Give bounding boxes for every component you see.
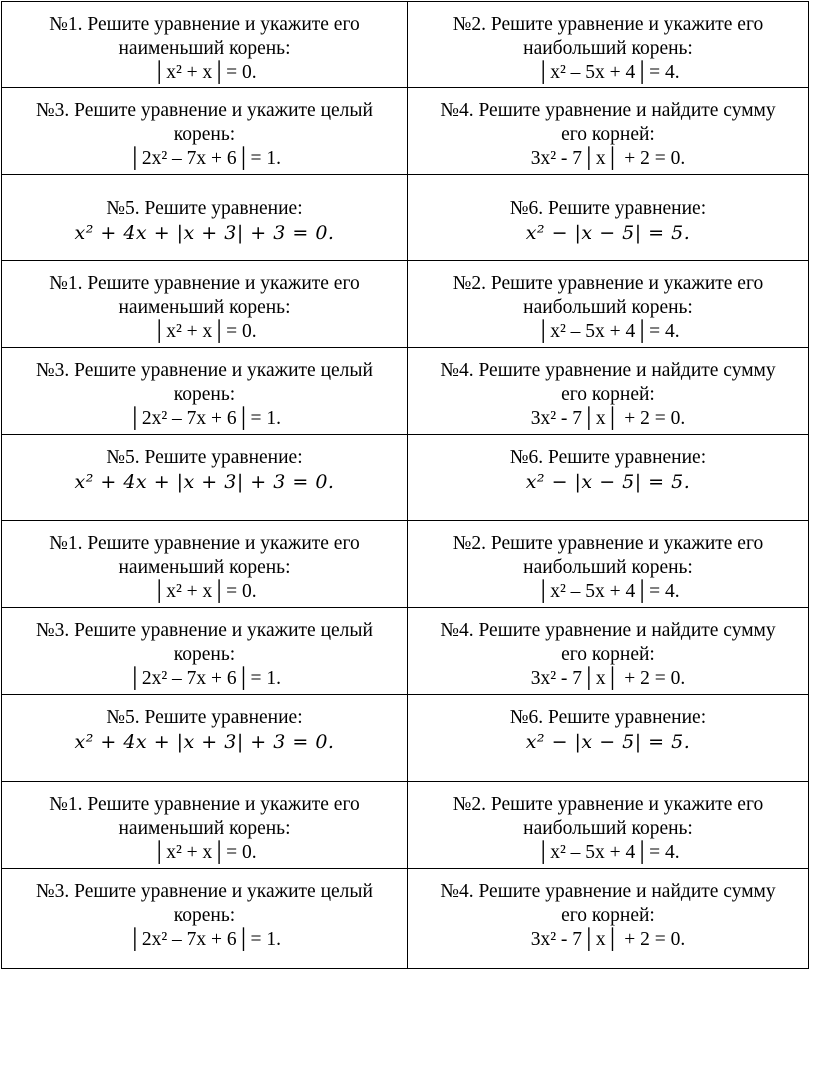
task-equation: x² − |x − 5| = 5. <box>525 471 691 493</box>
task-equation: │x² – 5x + 4│= 4. <box>536 321 680 342</box>
task-text-line2: корень: <box>173 124 236 145</box>
task-card-1 <box>2 261 408 348</box>
card-row <box>2 348 809 435</box>
task-equation: 3x² - 7│x│ + 2 = 0. <box>530 668 686 689</box>
task-equation: x² + 4x + |x + 3| + 3 = 0. <box>74 471 335 493</box>
task-equation: x² − |x − 5| = 5. <box>525 731 691 753</box>
task-equation: 3x² - 7│x│ + 2 = 0. <box>530 929 686 950</box>
task-text-line1: №6. Решите уравнение: <box>509 447 707 468</box>
task-card-5 <box>2 435 408 521</box>
card-row <box>2 261 809 348</box>
task-card-5 <box>2 695 408 782</box>
task-text-line2: его корней: <box>561 644 655 665</box>
task-card-4 <box>408 348 809 435</box>
card-row <box>2 608 809 695</box>
task-text-line2: его корней: <box>561 905 655 926</box>
task-card-5 <box>2 175 408 261</box>
task-equation: │2x² – 7x + 6│= 1. <box>128 668 281 689</box>
task-text-line1: №4. Решите уравнение и найдите сумму <box>440 360 776 381</box>
task-card-4 <box>408 869 809 969</box>
task-equation: │x² + x│= 0. <box>152 62 257 83</box>
task-card-6 <box>408 695 809 782</box>
task-equation: x² + 4x + |x + 3| + 3 = 0. <box>74 731 335 753</box>
task-card-6 <box>408 435 809 521</box>
task-text-line1: №3. Решите уравнение и укажите целый <box>36 100 373 121</box>
task-text-line1: №5. Решите уравнение: <box>106 447 303 468</box>
task-text-line1: №5. Решите уравнение: <box>106 198 303 219</box>
task-card-4 <box>408 88 809 175</box>
task-equation: │x² + x│= 0. <box>152 321 257 342</box>
task-equation: │2x² – 7x + 6│= 1. <box>128 929 281 950</box>
task-text-line2: корень: <box>173 644 236 665</box>
task-text-line1: №1. Решите уравнение и укажите его <box>49 14 360 35</box>
task-text-line2: наибольший корень: <box>523 38 693 59</box>
task-text-line2: наименьший корень: <box>118 557 291 578</box>
task-equation: x² − |x − 5| = 5. <box>525 222 691 244</box>
task-text-line2: его корней: <box>561 384 655 405</box>
task-text-line1: №3. Решите уравнение и укажите целый <box>36 360 373 381</box>
task-text-line1: №1. Решите уравнение и укажите его <box>49 533 360 554</box>
task-text-line1: №4. Решите уравнение и найдите сумму <box>440 881 776 902</box>
task-text-line1: №2. Решите уравнение и укажите его <box>452 533 764 554</box>
card-row <box>2 782 809 869</box>
task-equation: 3x² - 7│x│ + 2 = 0. <box>530 148 686 169</box>
task-equation: │x² + x│= 0. <box>152 581 257 602</box>
task-text-line2: наибольший корень: <box>523 297 693 318</box>
task-text-line1: №3. Решите уравнение и укажите целый <box>36 881 373 902</box>
card-row <box>2 2 809 88</box>
task-equation: │x² – 5x + 4│= 4. <box>536 842 680 863</box>
task-text-line1: №6. Решите уравнение: <box>509 198 707 219</box>
task-text-line2: наименьший корень: <box>118 818 291 839</box>
task-card-3 <box>2 608 408 695</box>
task-card-1 <box>2 782 408 869</box>
task-card-2 <box>408 261 809 348</box>
card-row <box>2 521 809 608</box>
task-text-line2: наименьший корень: <box>118 297 291 318</box>
task-text-line1: №4. Решите уравнение и найдите сумму <box>440 100 776 121</box>
task-text-line2: наибольший корень: <box>523 557 693 578</box>
task-text-line2: наибольший корень: <box>523 818 693 839</box>
task-text-line2: корень: <box>173 905 236 926</box>
task-card-1 <box>2 521 408 608</box>
task-card-1 <box>2 2 408 88</box>
task-equation: x² + 4x + |x + 3| + 3 = 0. <box>74 222 335 244</box>
card-row <box>2 88 809 175</box>
task-text-line1: №3. Решите уравнение и укажите целый <box>36 620 373 641</box>
task-equation: │x² – 5x + 4│= 4. <box>536 581 680 602</box>
task-equation: │x² – 5x + 4│= 4. <box>536 62 680 83</box>
card-row <box>2 695 809 782</box>
task-cards-table <box>1 1 809 969</box>
task-text-line1: №2. Решите уравнение и укажите его <box>452 14 764 35</box>
task-card-3 <box>2 88 408 175</box>
task-text-line1: №2. Решите уравнение и укажите его <box>452 794 764 815</box>
task-equation: │2x² – 7x + 6│= 1. <box>128 408 281 429</box>
task-card-6 <box>408 175 809 261</box>
task-card-3 <box>2 869 408 969</box>
card-row <box>2 175 809 261</box>
task-text-line1: №4. Решите уравнение и найдите сумму <box>440 620 776 641</box>
task-text-line1: №2. Решите уравнение и укажите его <box>452 273 764 294</box>
card-row <box>2 869 809 969</box>
task-equation: │2x² – 7x + 6│= 1. <box>128 148 281 169</box>
task-card-2 <box>408 782 809 869</box>
task-text-line1: №6. Решите уравнение: <box>509 707 707 728</box>
task-text-line1: №5. Решите уравнение: <box>106 707 303 728</box>
task-card-2 <box>408 2 809 88</box>
task-text-line1: №1. Решите уравнение и укажите его <box>49 794 360 815</box>
task-text-line2: наименьший корень: <box>118 38 291 59</box>
task-text-line2: корень: <box>173 384 236 405</box>
task-card-4 <box>408 608 809 695</box>
task-text-line1: №1. Решите уравнение и укажите его <box>49 273 360 294</box>
task-card-2 <box>408 521 809 608</box>
task-equation: 3x² - 7│x│ + 2 = 0. <box>530 408 686 429</box>
task-equation: │x² + x│= 0. <box>152 842 257 863</box>
task-text-line2: его корней: <box>561 124 655 145</box>
task-card-3 <box>2 348 408 435</box>
card-row <box>2 435 809 521</box>
